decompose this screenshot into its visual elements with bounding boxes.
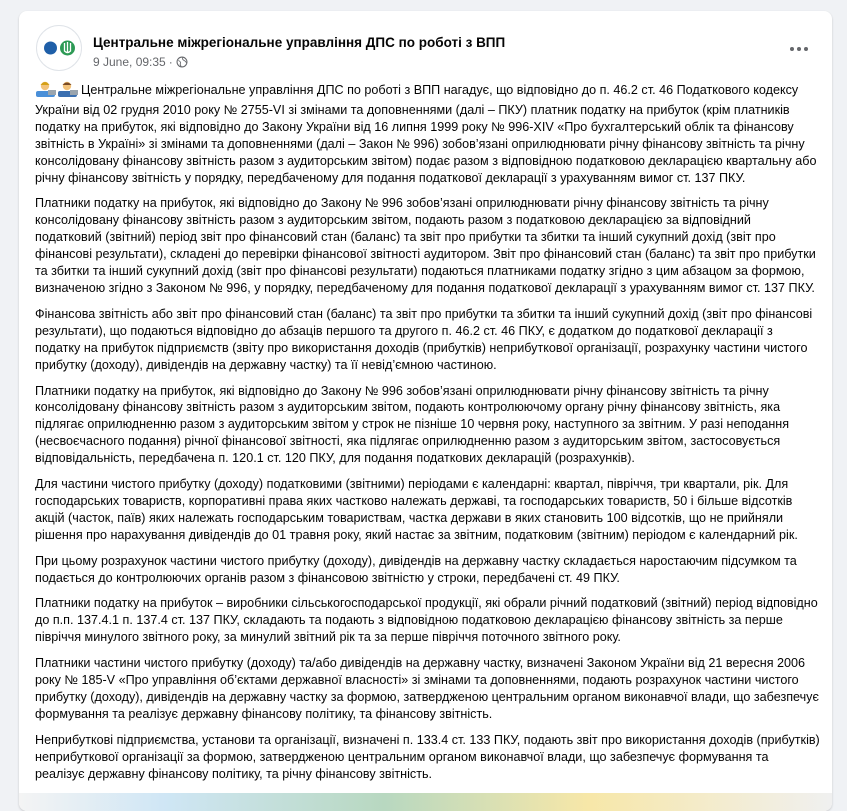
globe-icon [176, 56, 188, 68]
more-horizontal-icon [789, 46, 809, 52]
page-avatar[interactable] [36, 25, 82, 71]
post-paragraph-6: При цьому розрахунок частини чистого прибутку (доходу), дивідендів на державну частку складається наростаючим підсумком та подається до контролюючих органів разом з фінансовою звітністю у строки, передбачені ст. 49 ПКУ. [35, 553, 797, 585]
post-meta [93, 55, 188, 69]
meta-separator: · [168, 55, 173, 69]
more-options-button[interactable] [783, 33, 815, 65]
post-paragraph-1-text: Центральне міжрегіональне управління ДПС по роботі з ВПП нагадує, що відповідно до п. 46.2 ст. 46 Податкового кодексу України від 02 грудня 2010 року № 2755-VI зі змінами та доповненнями (далі – ПКУ) платник податку на прибуток (крім платників податку на прибуток, які відповідно до Закону України від 16 липня 1999 року № 996-XIV «Про бухгалтерський облік та фінансову звітність в Україні» зі змінами та доповненнями (далі – Закон № 996) зобов’язані оприлюднювати річну фінансову звітність та річну консолідовану фінансову звітність разом з аудиторським звітом) подає разом з відповідною податковою декларацією квартальну або річну фінансову звітність у порядку, передбаченому для подання податкової декларації з урахуванням вимог ст. 137 ПКУ. [35, 83, 817, 185]
office-worker-emoji-icon [35, 80, 79, 102]
page-name[interactable]: Центральне міжрегіональне управління ДПС по роботі з ВПП [93, 35, 506, 50]
post-header [36, 25, 815, 73]
post-paragraph-7: Платники податку на прибуток – виробники сільськогосподарської продукції, які обрали річний податковий (звітний) період відповідно до п.п. 137.4.1 п. 137.4 ст. 137 ПКУ, складають та подають з відповідною податковою декларацією фінансову звітність за перше півріччя минулого звітного року, за минулий звітний рік та за перше півріччя поточного звітного року. [35, 596, 818, 645]
post-paragraph-4: Платники податку на прибуток, які відповідно до Закону № 996 зобов’язані оприлюднювати річну фінансову звітність та річну консолідовану фінансову звітність разом з аудиторським звітом, подають контролюючому органу річну фінансову звітність, яка підлягає оприлюдненню разом з аудиторським звітом у строк не пізніше 10 червня року, наступного за звітним. У разі неподання (несвоєчасного подання) річної фінансової звітності, яка підлягає оприлюдненню разом з аудиторським звітом, застосовується відповідальність, передбачена п. 120.1 ст. 120 ПКУ, для подання податкових декларацій (розрахунків). [35, 383, 790, 466]
post-paragraph-9: Неприбуткові підприємства, установи та організації, визначені п. 133.4 ст. 133 ПКУ, подають звіт про використання доходів (прибутків) неприбуткової організації за формою, затвердженою центральним органом виконавчої влади, що забезпечує формування та реалізує державну фінансову політику, та річну фінансову звітність. [35, 732, 820, 781]
post-paragraph-2: Платники податку на прибуток, які відповідно до Закону № 996 зобов’язані оприлюднювати річну фінансову звітність та річну консолідовану фінансову звітність разом з аудиторським звітом, подають разом з податковою декларацією за відповідний податковий (звітний) період звіт про фінансовий стан (баланс) та звіт про прибутки та збитки та інший сукупний дохід (звіт про фінансові результати), складені до перевірки фінансової звітності аудитором. Звіт про фінансовий стан (баланс) та звіт про прибутки та збитки та інший сукупний дохід (звіт про фінансові результати) подаються платниками податку згідно з цим абзацом за формою, визначеною згідно з Законом № 996, у порядку, передбаченому для подання податкової декларації з урахуванням вимог ст. 137 ПКУ. [35, 196, 816, 295]
post-paragraph-1 [35, 80, 820, 186]
dps-logo-icon [39, 28, 79, 68]
post-paragraph-8: Платники частини чистого прибутку (доходу) та/або дивідендів на державну частку, визначені Законом України від 21 вересня 2006 року № 185-V «Про управління об’єктами державної власності» зі змінами та доповненнями, подають розрахунок частини чистого прибутку (доходу), дивідендів на державну частку за формою, затвердженою центральним органом виконавчої влади, що забезпечує формування та реалізує державну фінансову політику, та фінансову звітність. [35, 656, 819, 721]
facebook-post [19, 11, 832, 811]
post-text [35, 80, 820, 792]
post-paragraph-5: Для частини чистого прибутку (доходу) податковими (звітними) періодами є календарні: квартал, півріччя, три квартали, рік. Для господарських товариств, корпоративні права яких частково належать державі, та господарських товариств, 50 і більше відсотків акцій (часток, паїв) яких належать господарським товариствам, частка держави в яких становить 100 відсотків, що не прийняли рішення про нарахування дивідендів до 01 травня року, який настає за звітним, податковим (звітним) періодом є календарний рік. [35, 477, 798, 542]
post-date[interactable]: 9 June, 09:35 [93, 55, 166, 69]
post-paragraph-3: Фінансова звітність або звіт про фінансовий стан (баланс) та звіт про прибутки та збитки та інший сукупний дохід (звіт про фінансові результати), що подаються відповідно до абзаців першого та другого п. 46.2 ст. 46 ПКУ, є додатком до податкової декларації з податку на прибуток підприємств (звіту про використання доходів (прибутків) неприбуткової організації, розрахунку частини чистого прибутку (доходу), дивідендів на державну частку) та її невід’ємною частиною. [35, 306, 813, 372]
